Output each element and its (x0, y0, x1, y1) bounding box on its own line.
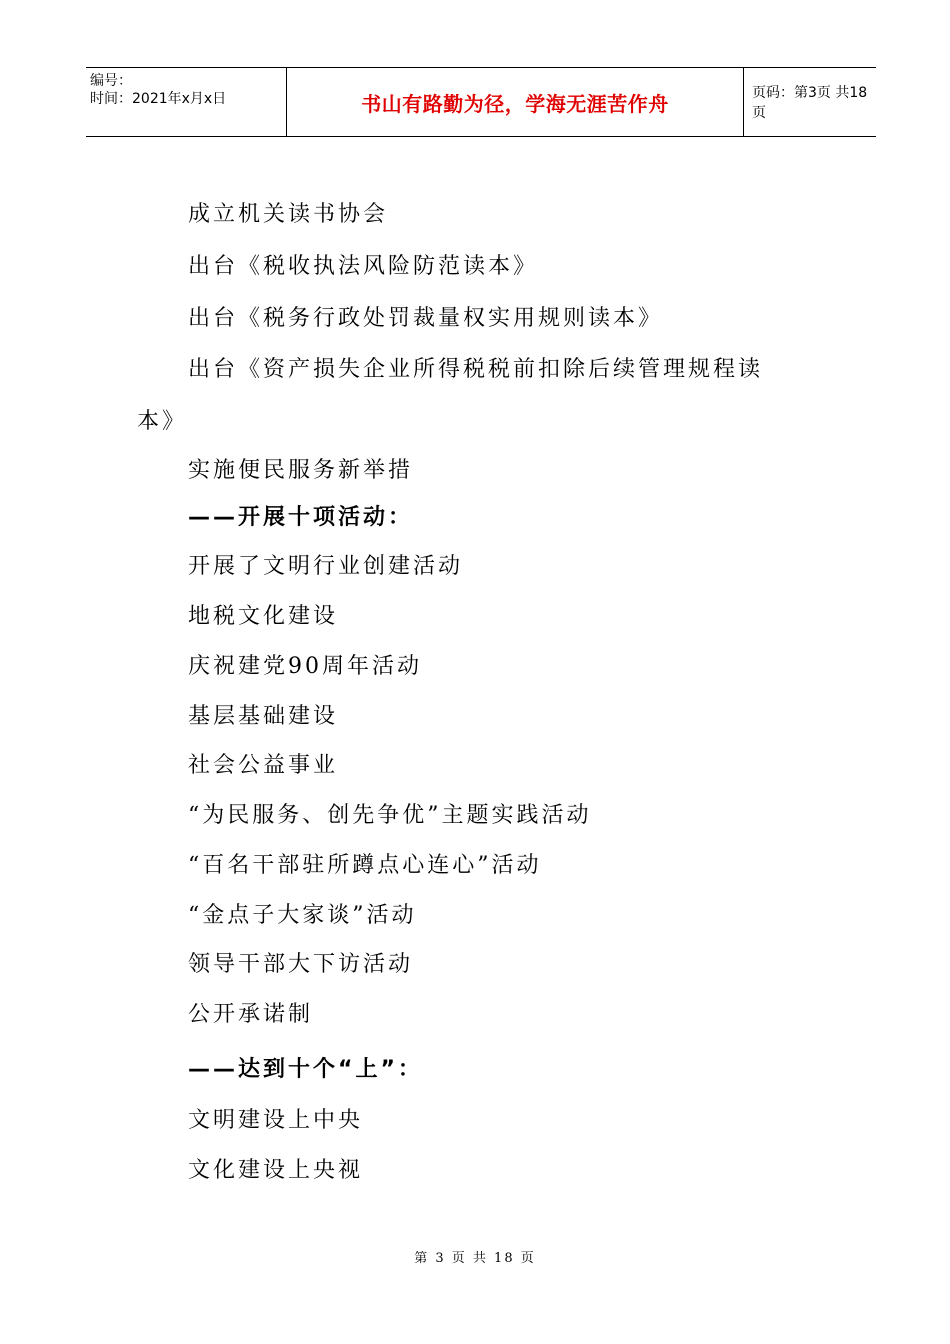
body-line: “为民服务、创先争优”主题实践活动 (188, 803, 592, 828)
header-motto: 书山有路勤为径，学海无涯苦作舟 (361, 91, 669, 116)
body-line: 实施便民服务新举措 (188, 458, 414, 483)
body-line: 出台《资产损失企业所得税税前扣除后续管理规程读 (188, 357, 764, 382)
header-meta (86, 68, 286, 136)
body-line: 公开承诺制 (188, 1002, 314, 1027)
page-footer: 第 3 页 共 18 页 (414, 1251, 536, 1266)
section-heading: ——开展十项活动： (188, 505, 414, 530)
body-line: 庆祝建党90周年活动 (188, 654, 422, 679)
body-line: 本》 (137, 409, 188, 434)
body-line: 出台《税务行政处罚裁量权实用规则读本》 (188, 306, 664, 331)
body-line: 成立机关读书协会 (188, 202, 389, 227)
header-page-info: 页码：第3页 共18页 (752, 85, 868, 121)
body-line: 开展了文明行业创建活动 (188, 554, 464, 579)
page-header (86, 67, 876, 137)
time-label: 时间：2021年x月x日 (90, 91, 227, 107)
number-label: 编号： (90, 73, 132, 89)
body-line: 文明建设上中央 (188, 1108, 364, 1133)
section-heading: ——达到十个“上”： (188, 1057, 423, 1082)
body-line: 出台《税收执法风险防范读本》 (188, 254, 539, 279)
body-line: 社会公益事业 (188, 753, 339, 778)
body-line: “百名干部驻所蹲点心连心”活动 (188, 853, 542, 878)
header-motto-cell (286, 68, 744, 136)
body-line: “金点子大家谈”活动 (188, 903, 417, 928)
body-line: 文化建设上央视 (188, 1158, 364, 1183)
header-page-info-cell (744, 68, 876, 136)
body-line: 领导干部大下访活动 (188, 952, 414, 977)
body-line: 地税文化建设 (188, 604, 339, 629)
body-line: 基层基础建设 (188, 704, 339, 729)
